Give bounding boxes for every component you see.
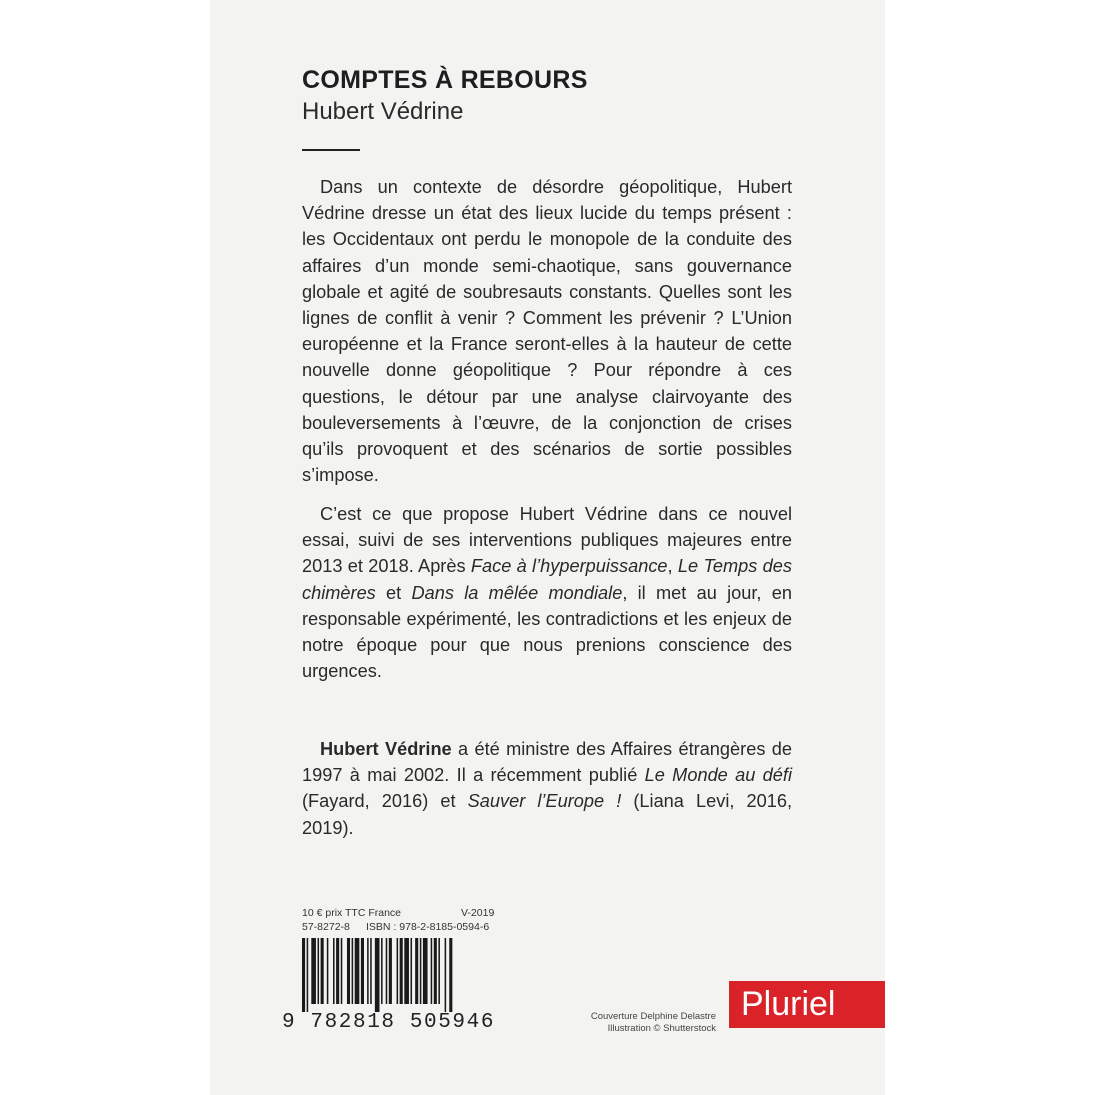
- barcode-icon: [302, 938, 498, 1012]
- barcode-bar: [333, 938, 335, 1004]
- barcode-bar: [352, 938, 354, 1004]
- credit-line-2: Illustration © Shutterstock: [607, 1023, 716, 1034]
- book-reference-1: Face à l’hyperpuissance: [470, 556, 668, 577]
- blurb-text-1: Dans un contexte de désordre géopolitique, Hubert Védrine dresse un état des lieux lucide du temps présent : les Occidentaux ont perdu le monopole de la conduite des affaires d’un monde semi-chaotique, sans gouvernance globale et agité de soubresauts constants. Quelles sont les lignes de conflit à venir ? Comment les prévenir ? L’Union européenne et la France seront-elles à la hauteur de cette nouvelle donne géopolitique ? Pour répondre à ces questions, le détour par une analyse clairvoyante des bouleversements à l’œuvre, de la conjonction de crises qu’ils provoquent et des scénarios de sortie possibles s’impose.: [302, 177, 792, 486]
- barcode-bar: [400, 938, 403, 1004]
- barcode-bar: [445, 938, 447, 1012]
- book-reference-2: Le Temps des chimères: [302, 556, 792, 603]
- barcode-bar: [321, 938, 324, 1004]
- barcode-bar: [420, 938, 422, 1004]
- bio-text-b: (Fayard, 2016) et: [302, 791, 468, 812]
- barcode-bar: [307, 938, 309, 1012]
- bio-text-a: a été ministre des Affaires étrangères de 1997 à mai 2002. Il a récemment publié: [302, 739, 793, 786]
- barcode-bar: [438, 938, 440, 1004]
- price-label: 10 € prix TTC France: [302, 907, 402, 919]
- barcode-bar: [375, 938, 380, 1012]
- cover-credits: [560, 1011, 716, 1035]
- barcode-bar: [370, 938, 372, 1004]
- barcode-bar: [311, 938, 316, 1004]
- barcode-bar: [423, 938, 428, 1004]
- blurb-text-2d: , il met au jour, en responsable expérimenté, les contradictions et les enjeux de notre époque pour que nous prenions conscience des urgences.: [302, 582, 792, 682]
- bio-book-1: Le Monde au défi: [644, 765, 792, 786]
- credit-line-1: Couverture Delphine Delastre: [590, 1011, 716, 1022]
- blurb-paragraph-1: [302, 174, 792, 488]
- bio-name: Hubert Védrine: [320, 739, 452, 759]
- bio-text-c: (Liana Levi, 2016, 2019).: [302, 791, 793, 838]
- barcode-bar: [397, 938, 399, 1004]
- book-reference-3: Dans la mêlée mondiale: [411, 582, 623, 603]
- blurb-paragraph-2: [302, 501, 792, 684]
- bio-book-2: Sauver l’Europe !: [467, 791, 622, 812]
- barcode-bar: [302, 938, 305, 1012]
- barcode-bar: [411, 938, 413, 1004]
- barcode-bar: [327, 938, 329, 1004]
- blurb-text-2c: et: [375, 582, 412, 603]
- book-title: COMPTES À REBOURS: [302, 66, 588, 94]
- barcode-bar: [415, 938, 418, 1004]
- barcode-bar: [449, 938, 452, 1012]
- barcode-bar: [318, 938, 320, 1004]
- barcode-bar: [381, 938, 383, 1004]
- barcode-bar: [389, 938, 392, 1004]
- barcode-bar: [431, 938, 433, 1004]
- barcode-bar: [355, 938, 360, 1004]
- barcode-bar: [361, 938, 364, 1004]
- barcode-bar: [341, 938, 343, 1004]
- divider: [302, 149, 360, 151]
- version-label: V-2019: [461, 907, 495, 919]
- blurb-text-2b: ,: [667, 556, 678, 577]
- barcode-bar: [367, 938, 369, 1004]
- blurb-text-2a: C’est ce que propose Hubert Védrine dans ce nouvel essai, suivi de ses interventions publiques majeures entre 2013 et 2018. Après: [302, 504, 792, 577]
- barcode-bar: [386, 938, 388, 1004]
- barcode-bar: [404, 938, 409, 1004]
- author-bio: [302, 736, 792, 841]
- product-code: 57-8272-8: [302, 921, 350, 933]
- publisher-logo: Pluriel: [729, 981, 885, 1028]
- barcode-bar: [347, 938, 350, 1004]
- book-author: Hubert Védrine: [302, 98, 464, 125]
- ean-number: 9 782818 505946: [282, 1011, 496, 1034]
- barcode-bar: [336, 938, 339, 1004]
- isbn-label: ISBN : 978-2-8185-0594-6: [366, 921, 490, 933]
- barcode-bar: [434, 938, 437, 1004]
